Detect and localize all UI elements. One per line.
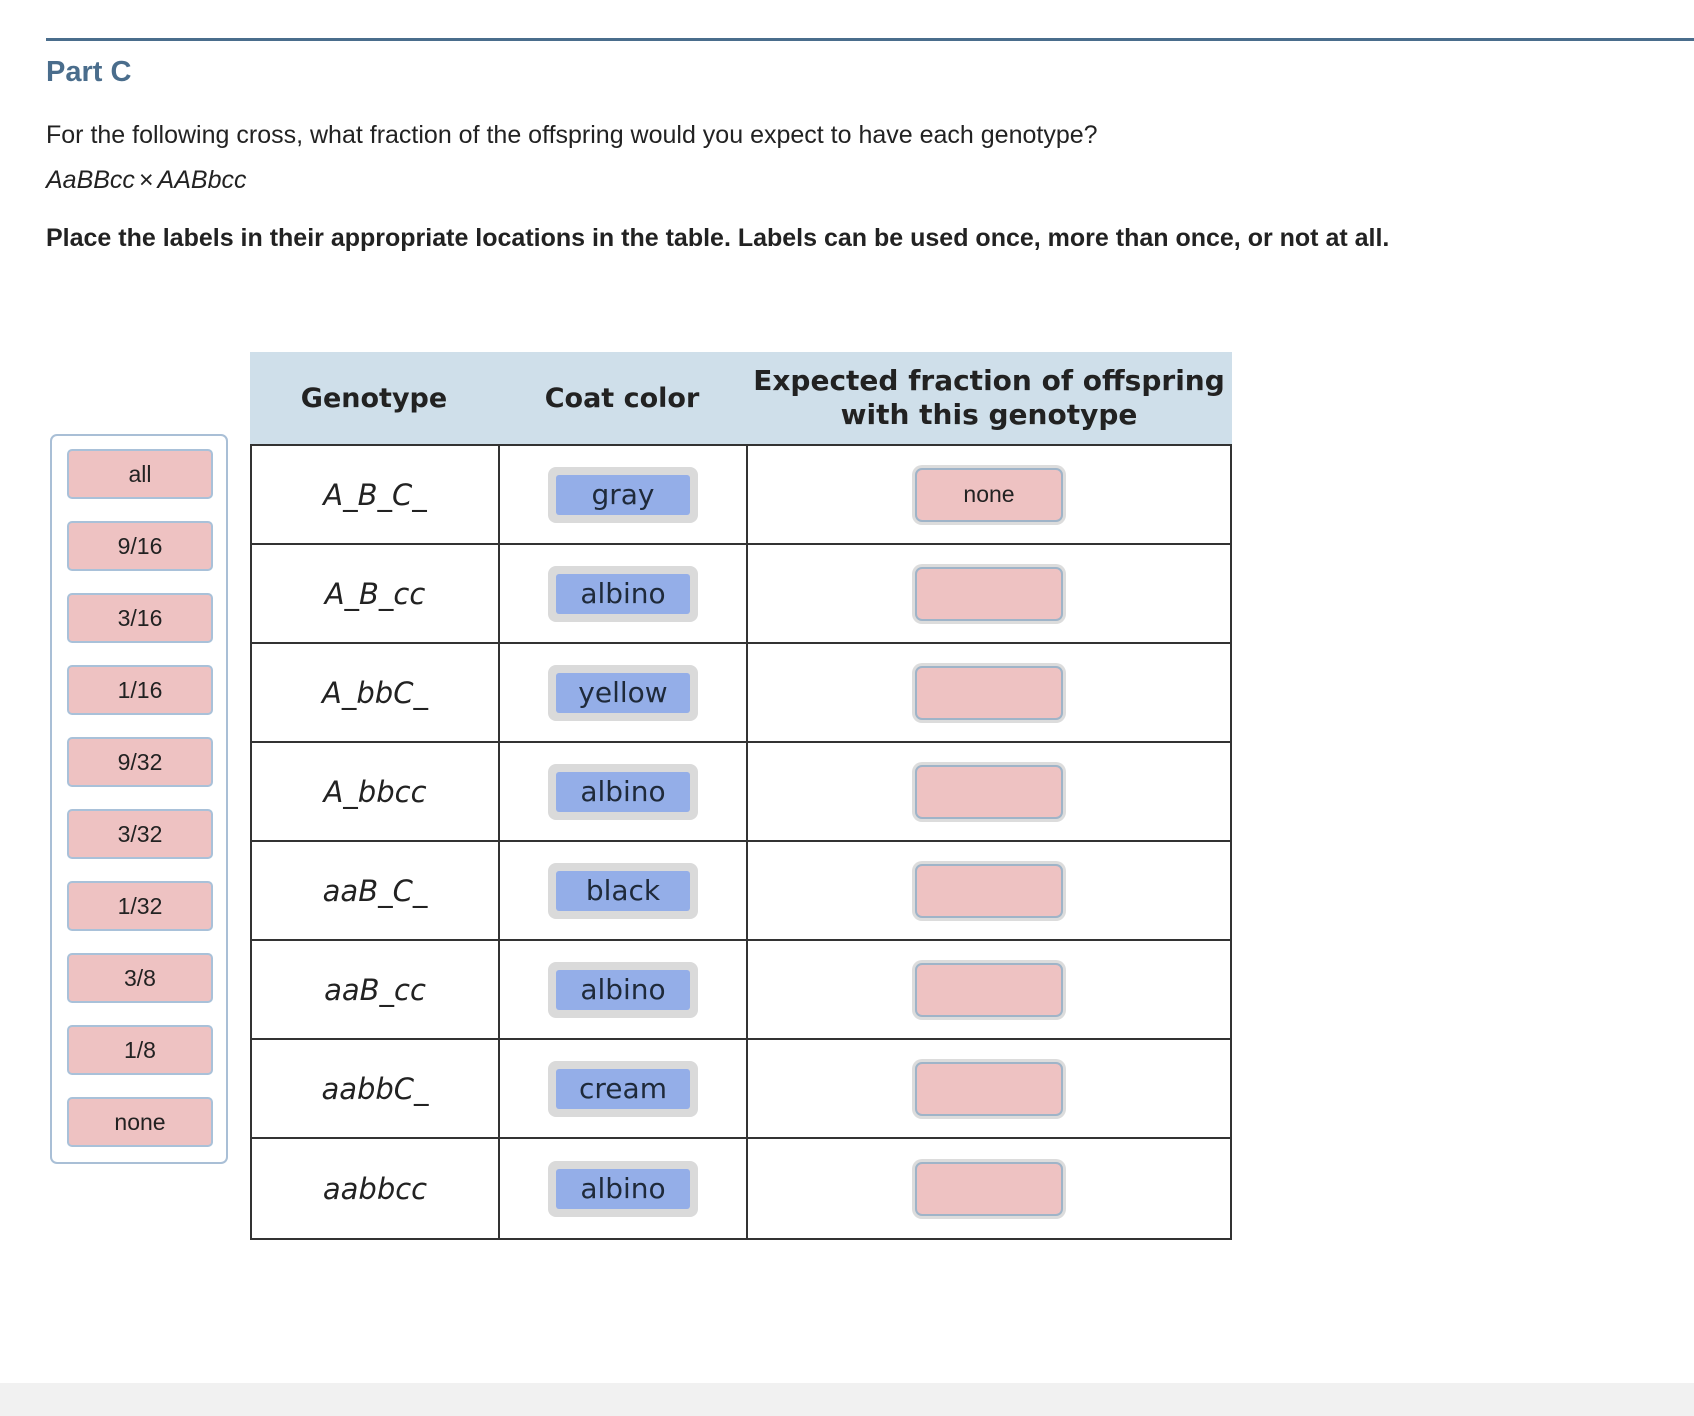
fraction-cell (748, 446, 1230, 543)
coat-color-cell (500, 644, 748, 741)
fraction-cell (748, 644, 1230, 741)
fraction-cell (748, 1040, 1230, 1137)
table-row (252, 941, 1230, 1040)
fraction-cell (748, 545, 1230, 642)
coat-color-label: cream (556, 1069, 690, 1109)
table-row (252, 842, 1230, 941)
header-coat-color: Coat color (544, 382, 700, 414)
coat-color-label: albino (556, 1169, 690, 1209)
table-row (252, 743, 1230, 842)
coat-color-cell (500, 1040, 748, 1137)
label-chip[interactable]: 9/32 (67, 737, 213, 787)
coat-color-tag (548, 566, 698, 622)
fraction-drop-target[interactable] (915, 963, 1063, 1017)
cross-left: AaBBcc (46, 166, 135, 194)
fraction-cell (748, 842, 1230, 939)
fraction-drop-target[interactable] (915, 864, 1063, 918)
label-chip[interactable]: 3/16 (67, 593, 213, 643)
coat-color-cell (500, 842, 748, 939)
coat-color-label: black (556, 871, 690, 911)
table-row (252, 1139, 1230, 1238)
header-expected-fraction: Expected fraction of offspring with this genotype (753, 364, 1225, 431)
label-chip[interactable]: 3/8 (67, 953, 213, 1003)
label-chip[interactable]: all (67, 449, 213, 499)
coat-color-tag (548, 665, 698, 721)
genotype-cell: A_B_cc (252, 545, 500, 642)
coat-color-cell (500, 446, 748, 543)
label-chip[interactable]: 1/32 (67, 881, 213, 931)
part-title: Part C (46, 56, 132, 88)
table-row (252, 644, 1230, 743)
cross-times: × (138, 166, 154, 194)
fraction-cell (748, 941, 1230, 1038)
fraction-cell (748, 743, 1230, 840)
cross-expression (46, 166, 246, 195)
question-text: For the following cross, what fraction of the offspring would you expect to have each genotype? (46, 121, 1098, 149)
coat-color-tag (548, 467, 698, 523)
table-row (252, 1040, 1230, 1139)
coat-color-tag (548, 962, 698, 1018)
coat-color-label: albino (556, 574, 690, 614)
fraction-drop-target[interactable]: none (915, 468, 1063, 522)
table-row (252, 446, 1230, 545)
genotype-table (250, 352, 1232, 1240)
coat-color-cell (500, 743, 748, 840)
genotype-cell: A_bbC_ (252, 644, 500, 741)
genotype-cell: A_B_C_ (252, 446, 500, 543)
coat-color-cell (500, 545, 748, 642)
fraction-drop-target[interactable] (915, 765, 1063, 819)
coat-color-tag (548, 1161, 698, 1217)
cross-right: AABbcc (157, 166, 247, 194)
header-genotype: Genotype (300, 382, 448, 414)
coat-color-cell (500, 941, 748, 1038)
genotype-cell: aabbcc (252, 1139, 500, 1238)
coat-color-tag (548, 863, 698, 919)
fraction-drop-target[interactable] (915, 567, 1063, 621)
table-body (250, 444, 1232, 1240)
label-chip[interactable]: 1/16 (67, 665, 213, 715)
label-chip[interactable]: 3/32 (67, 809, 213, 859)
coat-color-label: albino (556, 970, 690, 1010)
label-bank (50, 434, 228, 1164)
instruction-text: Place the labels in their appropriate locations in the table. Labels can be used once, more than once, or not at all. (46, 224, 1390, 252)
fraction-cell (748, 1139, 1230, 1238)
top-rule (46, 38, 1694, 41)
label-chip[interactable]: 9/16 (67, 521, 213, 571)
table-row (252, 545, 1230, 644)
coat-color-tag (548, 764, 698, 820)
coat-color-cell (500, 1139, 748, 1238)
genotype-cell: aaB_cc (252, 941, 500, 1038)
genotype-cell: aaB_C_ (252, 842, 500, 939)
coat-color-label: gray (556, 475, 690, 515)
footer-band (0, 1383, 1694, 1416)
label-chip[interactable]: none (67, 1097, 213, 1147)
fraction-drop-target[interactable] (915, 666, 1063, 720)
table-header (250, 352, 1232, 444)
genotype-cell: A_bbcc (252, 743, 500, 840)
coat-color-label: albino (556, 772, 690, 812)
label-chip[interactable]: 1/8 (67, 1025, 213, 1075)
fraction-drop-target[interactable] (915, 1162, 1063, 1216)
coat-color-tag (548, 1061, 698, 1117)
coat-color-label: yellow (556, 673, 690, 713)
genotype-cell: aabbC_ (252, 1040, 500, 1137)
fraction-drop-target[interactable] (915, 1062, 1063, 1116)
